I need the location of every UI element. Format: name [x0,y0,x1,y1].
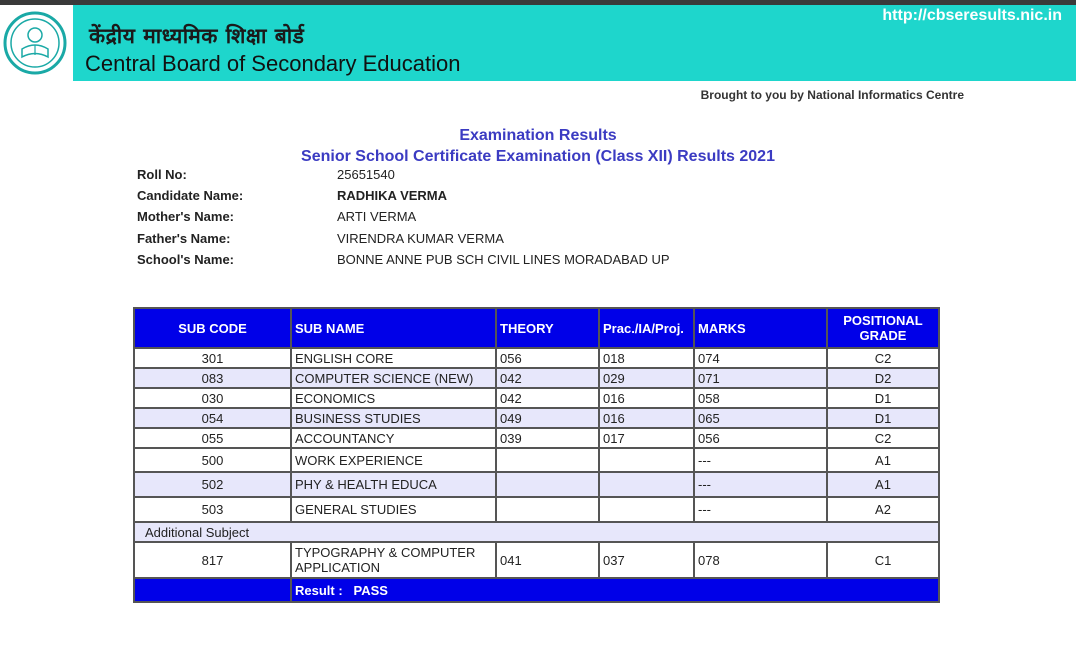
father-name-label: Father's Name: [137,230,231,246]
prac-cell [599,497,694,522]
mother-name-row [137,210,670,231]
hindi-title: केंद्रीय माध्यमिक शिक्षा बोर्ड [89,24,305,48]
header-sub-name: SUB NAME [291,308,496,348]
result-row [134,578,939,602]
sub-code-cell: 817 [134,542,291,578]
sub-name-cell: BUSINESS STUDIES [291,408,496,428]
additional-subject-row [134,522,939,542]
exam-title-line1: Examination Results [459,127,617,144]
roll-label: Roll No: [137,167,187,182]
marks-cell: 071 [694,368,827,388]
result-label: Result : [295,582,343,598]
english-title: Central Board of Secondary Education [85,51,461,76]
school-name-value: BONNE ANNE PUB SCH CIVIL LINES MORADABAD UP [337,251,670,267]
grade-cell: A1 [827,448,939,472]
cbse-logo [0,5,72,81]
grade-cell: A1 [827,472,939,497]
roll-value: 25651540 [337,167,395,182]
grade-cell: C2 [827,428,939,448]
header-theory: THEORY [496,308,599,348]
candidate-name-value: RADHIKA VERMA [337,188,448,204]
theory-cell: 042 [496,368,599,388]
sub-name-cell: WORK EXPERIENCE [291,448,496,472]
grade-cell: C2 [827,348,939,368]
header-sub-code: SUB CODE [134,308,291,348]
additional-subject-label: Additional Subject [134,522,939,542]
prac-cell: 029 [599,368,694,388]
theory-cell [496,448,599,472]
marks-cell: 058 [694,388,827,408]
theory-cell: 049 [496,408,599,428]
exam-title-line2: Senior School Certificate Examination (Class XII) Results 2021 [301,148,775,165]
candidate-name-row [137,189,670,210]
table-row [134,472,939,497]
header-banner [73,5,1076,81]
grade-cell: D2 [827,368,939,388]
sub-name-cell: COMPUTER SCIENCE (NEW) [291,368,496,388]
theory-cell [496,472,599,497]
theory-cell: 041 [496,542,599,578]
sub-name-cell: ENGLISH CORE [291,348,496,368]
sub-code-cell: 503 [134,497,291,522]
prac-cell: 017 [599,428,694,448]
sub-name-cell: GENERAL STUDIES [291,497,496,522]
mother-name-value: ARTI VERMA [337,209,417,225]
marks-cell: --- [694,472,827,497]
father-name-row [137,232,670,253]
grade-cell: D1 [827,388,939,408]
marks-cell: --- [694,497,827,522]
sub-name-cell: ECONOMICS [291,388,496,408]
theory-cell: 039 [496,428,599,448]
sub-name-cell: PHY & HEALTH EDUCA [291,472,496,497]
sub-code-cell: 500 [134,448,291,472]
marks-cell: 065 [694,408,827,428]
credit-text: Brought to you by National Informatics Centre [700,88,964,102]
mother-name-label: Mother's Name: [137,209,234,225]
sub-code-cell: 301 [134,348,291,368]
result-value: PASS [353,582,388,598]
marks-cell: 056 [694,428,827,448]
sub-code-cell: 502 [134,472,291,497]
site-header [0,5,1076,81]
prac-cell: 016 [599,388,694,408]
school-name-row [137,253,670,274]
grade-cell: D1 [827,408,939,428]
table-row [134,428,939,448]
header-prac: Prac./IA/Proj. [599,308,694,348]
grade-cell: C1 [827,542,939,578]
prac-cell: 016 [599,408,694,428]
table-row [134,388,939,408]
sub-name-cell: ACCOUNTANCY [291,428,496,448]
table-row [134,408,939,428]
sub-name-cell: TYPOGRAPHY & COMPUTER APPLICATION [291,542,496,578]
header-marks: MARKS [694,308,827,348]
sub-code-cell: 054 [134,408,291,428]
exam-title [0,125,1076,167]
theory-cell [496,497,599,522]
sub-code-cell: 083 [134,368,291,388]
marks-cell: 078 [694,542,827,578]
prac-cell: 018 [599,348,694,368]
table-row [134,368,939,388]
marks-table [133,307,940,603]
result-cell [291,578,939,602]
table-row [134,497,939,522]
candidate-name-label: Candidate Name: [137,188,244,204]
school-name-label: School's Name: [137,251,235,267]
cbse-emblem-icon [0,5,72,81]
table-header-row [134,308,939,348]
table-row [134,542,939,578]
sub-code-cell: 055 [134,428,291,448]
result-spacer [134,578,291,602]
prac-cell [599,472,694,497]
theory-cell: 042 [496,388,599,408]
table-row [134,348,939,368]
prac-cell: 037 [599,542,694,578]
theory-cell: 056 [496,348,599,368]
site-url-link[interactable]: http://cbseresults.nic.in [882,7,1062,24]
candidate-info [137,168,670,274]
header-grade: POSITIONAL GRADE [827,308,939,348]
prac-cell [599,448,694,472]
roll-row [137,168,670,189]
marks-cell: 074 [694,348,827,368]
sub-code-cell: 030 [134,388,291,408]
grade-cell: A2 [827,497,939,522]
father-name-value: VIRENDRA KUMAR VERMA [337,230,504,246]
marks-cell: --- [694,448,827,472]
table-row [134,448,939,472]
